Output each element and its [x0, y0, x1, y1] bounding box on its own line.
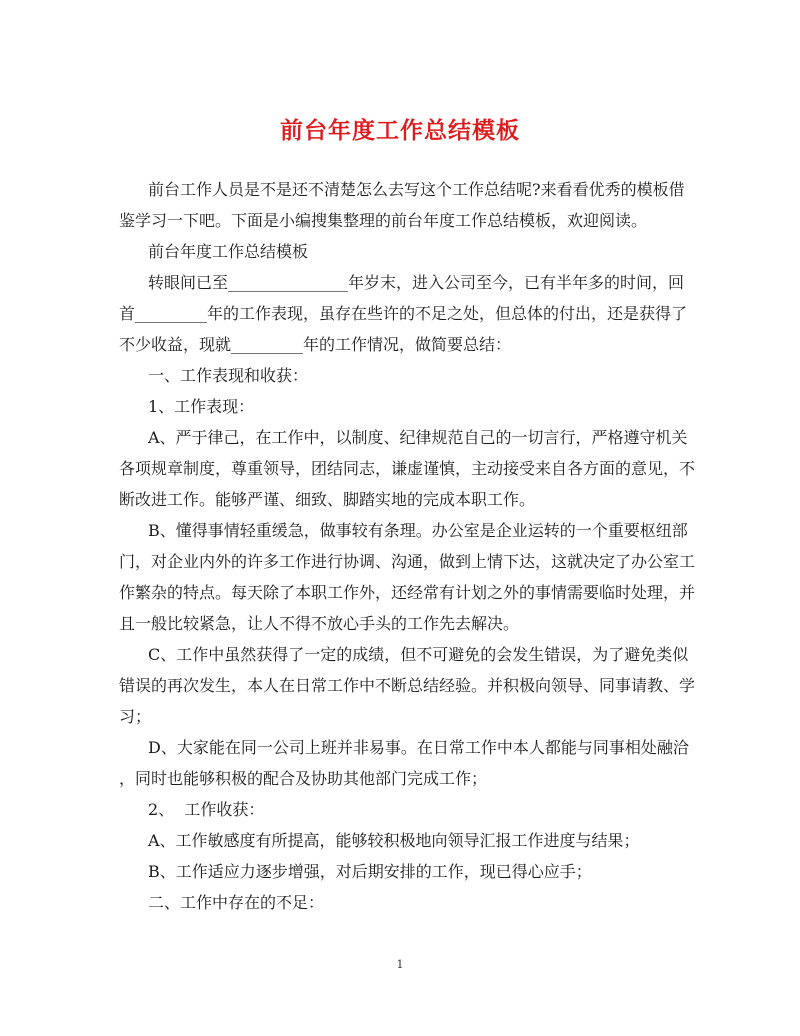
- paragraph-line: A、工作敏感度有所提高，能够较积极地向领导汇报工作进度与结果；: [148, 831, 640, 850]
- paragraph-line: 断改进工作。能够严谨、细致、脚踏实地的完成本职工作。: [119, 490, 536, 509]
- subsection-heading: 2、 工作收获：: [148, 800, 265, 819]
- paragraph-line: 习；: [119, 707, 152, 726]
- paragraph-line: 不少收益，现就_________年的工作情况，做简要总结：: [119, 335, 512, 354]
- paragraph-line: ，同时也能够积极的配合及协助其他部门完成工作；: [119, 769, 488, 788]
- subsection-heading: 1、工作表现：: [148, 397, 255, 416]
- paragraph-line: 转眼间已至_______________年岁末，进入公司至今，已有半年多的时间，回: [148, 273, 685, 292]
- paragraph-line: 作繁杂的特点。每天除了本职工作外，还经常有计划之外的事情需要临时处理，并: [119, 583, 696, 602]
- paragraph-line: 前台工作人员是不是还不清楚怎么去写这个工作总结呢?来看看优秀的模板借: [148, 180, 685, 199]
- section-heading: 一、工作表现和收获：: [148, 366, 309, 385]
- paragraph-line: 前台年度工作总结模板: [148, 242, 309, 261]
- paragraph-line: D、大家能在同一公司上班并非易事。在日常工作中本人都能与同事相处融洽: [148, 738, 689, 757]
- section-heading: 二、工作中存在的不足：: [148, 893, 325, 912]
- paragraph-line: 各项规章制度，尊重领导，团结同志，谦虚谨慎，主动接受来自各方面的意见，不: [119, 459, 696, 478]
- paragraph-line: 首_________年的工作表现，虽存在些许的不足之处，但总体的付出，还是获得了: [119, 304, 688, 323]
- paragraph-line: 鉴学习一下吧。下面是小编搜集整理的前台年度工作总结模板，欢迎阅读。: [119, 211, 648, 230]
- paragraph-line: 门，对企业内外的许多工作进行协调、沟通，做到上情下达，这就决定了办公室工: [119, 552, 696, 571]
- paragraph-line: B、懂得事情轻重缓急，做事较有条理。办公室是企业运转的一个重要枢纽部: [148, 521, 688, 540]
- document-title: 前台年度工作总结模板: [280, 117, 520, 144]
- paragraph-line: 错误的再次发生，本人在日常工作中不断总结经验。并积极向领导、同事请教、学: [119, 676, 696, 695]
- paragraph-line: C、工作中虽然获得了一定的成绩，但不可避免的会发生错误，为了避免类似: [148, 645, 689, 664]
- paragraph-line: 且一般比较紧急，让人不得不放心手头的工作先去解决。: [119, 614, 520, 633]
- paragraph-line: B、工作适应力逐步增强，对后期安排的工作，现已得心应手；: [148, 862, 592, 881]
- paragraph-line: A、严于律己，在工作中，以制度、纪律规范自己的一切言行，严格遵守机关: [148, 428, 688, 447]
- page-number: 1: [396, 958, 404, 971]
